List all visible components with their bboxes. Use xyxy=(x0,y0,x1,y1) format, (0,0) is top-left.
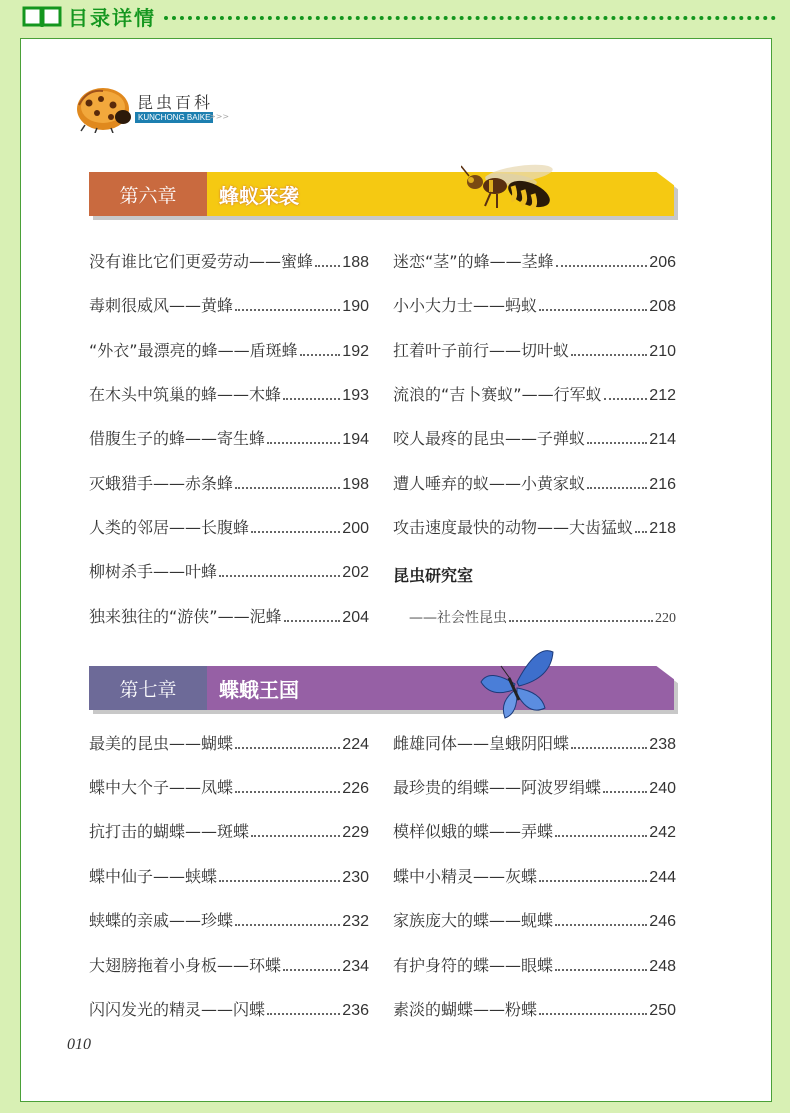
page-title: 目录详情 xyxy=(68,5,156,30)
toc-entry[interactable]: 有护身符的蝶——眼蝶 248 xyxy=(393,956,676,975)
toc-entry[interactable]: 借腹生子的蜂——寄生蜂 194 xyxy=(89,429,369,448)
toc-entry[interactable]: 独来独往的“游侠”——泥蜂 204 xyxy=(89,607,369,626)
header-bar xyxy=(0,0,790,32)
toc-entry[interactable]: 蝶中仙子——蛱蝶 230 xyxy=(89,867,369,886)
toc-entry[interactable]: 没有谁比它们更爱劳动——蜜蜂 188 xyxy=(89,252,369,271)
butterfly-icon xyxy=(479,642,555,726)
toc-entry[interactable]: 扛着叶子前行——切叶蚁 210 xyxy=(393,341,676,360)
lab-heading: 昆虫研究室 xyxy=(393,566,474,585)
toc-entry[interactable]: 蝶中大个子——凤蝶 226 xyxy=(89,778,369,797)
logo-arrows: >>> xyxy=(209,112,230,121)
wasp-icon xyxy=(461,160,571,216)
toc-entry[interactable]: 攻击速度最快的动物——大齿猛蚁 218 xyxy=(393,518,676,537)
toc-entry[interactable]: 小小大力士——蚂蚁 208 xyxy=(393,296,676,315)
toc-entry[interactable]: “外衣”最漂亮的蜂——盾斑蜂 192 xyxy=(89,341,369,360)
toc-entry[interactable]: 最珍贵的绢蝶——阿波罗绢蝶 240 xyxy=(393,778,676,797)
toc-entry[interactable]: 大翅膀拖着小身板——环蝶 234 xyxy=(89,956,369,975)
toc-entry[interactable]: 遭人唾弃的蚁——小黄家蚁 216 xyxy=(393,474,676,493)
ladybug-icon xyxy=(73,81,133,137)
toc-entry[interactable]: 雌雄同体——皇蛾阴阳蝶 238 xyxy=(393,734,676,753)
content-card xyxy=(20,38,772,1102)
chapter-7-banner xyxy=(89,666,676,710)
chapter-number: 第六章 xyxy=(89,172,207,216)
chapter-6-banner xyxy=(89,172,676,216)
toc-entry[interactable]: 迷恋“茎”的蜂——茎蜂 206 xyxy=(393,252,676,271)
open-book-icon xyxy=(22,4,62,28)
toc-entry[interactable]: 灭蛾猎手——赤条蜂 198 xyxy=(89,474,369,493)
chapter-name: 蜂蚁来袭 xyxy=(219,183,299,208)
toc-entry[interactable]: 柳树杀手——叶蜂 202 xyxy=(89,562,369,581)
chapter-number: 第七章 xyxy=(89,666,207,710)
toc-entry[interactable]: 在木头中筑巢的蜂——木蜂 193 xyxy=(89,385,369,404)
toc-entry[interactable]: 毒刺很威风——黄蜂 190 xyxy=(89,296,369,315)
toc-entry[interactable]: 蛱蝶的亲戚——珍蝶 232 xyxy=(89,911,369,930)
page-number: 010 xyxy=(67,1036,91,1053)
logo-title: 昆虫百科 xyxy=(137,93,214,112)
toc-entry[interactable]: 素淡的蝴蝶——粉蝶 250 xyxy=(393,1000,676,1019)
toc-entry[interactable]: 咬人最疼的昆虫——子弹蚁 214 xyxy=(393,429,676,448)
toc-entry[interactable]: 家族庞大的蝶——蚬蝶 246 xyxy=(393,911,676,930)
toc-entry-lab[interactable]: ——社会性昆虫 220 xyxy=(409,610,676,626)
chapter-name: 蝶蛾王国 xyxy=(219,677,299,702)
toc-entry[interactable]: 人类的邻居——长腹蜂 200 xyxy=(89,518,369,537)
toc-entry[interactable]: 闪闪发光的精灵——闪蝶 236 xyxy=(89,1000,369,1019)
toc-entry[interactable]: 模样似蛾的蝶——弄蝶 242 xyxy=(393,822,676,841)
toc-entry[interactable]: 最美的昆虫——蝴蝶 224 xyxy=(89,734,369,753)
toc-entry[interactable]: 抗打击的蝴蝶——斑蝶 229 xyxy=(89,822,369,841)
logo-subtitle: KUNCHONG BAIKE xyxy=(135,112,213,123)
dotted-rule xyxy=(164,16,776,20)
toc-entry[interactable]: 蝶中小精灵——灰蝶 244 xyxy=(393,867,676,886)
toc-entry[interactable]: 流浪的“吉卜赛蚁”——行军蚁 212 xyxy=(393,385,676,404)
series-logo xyxy=(73,79,283,135)
